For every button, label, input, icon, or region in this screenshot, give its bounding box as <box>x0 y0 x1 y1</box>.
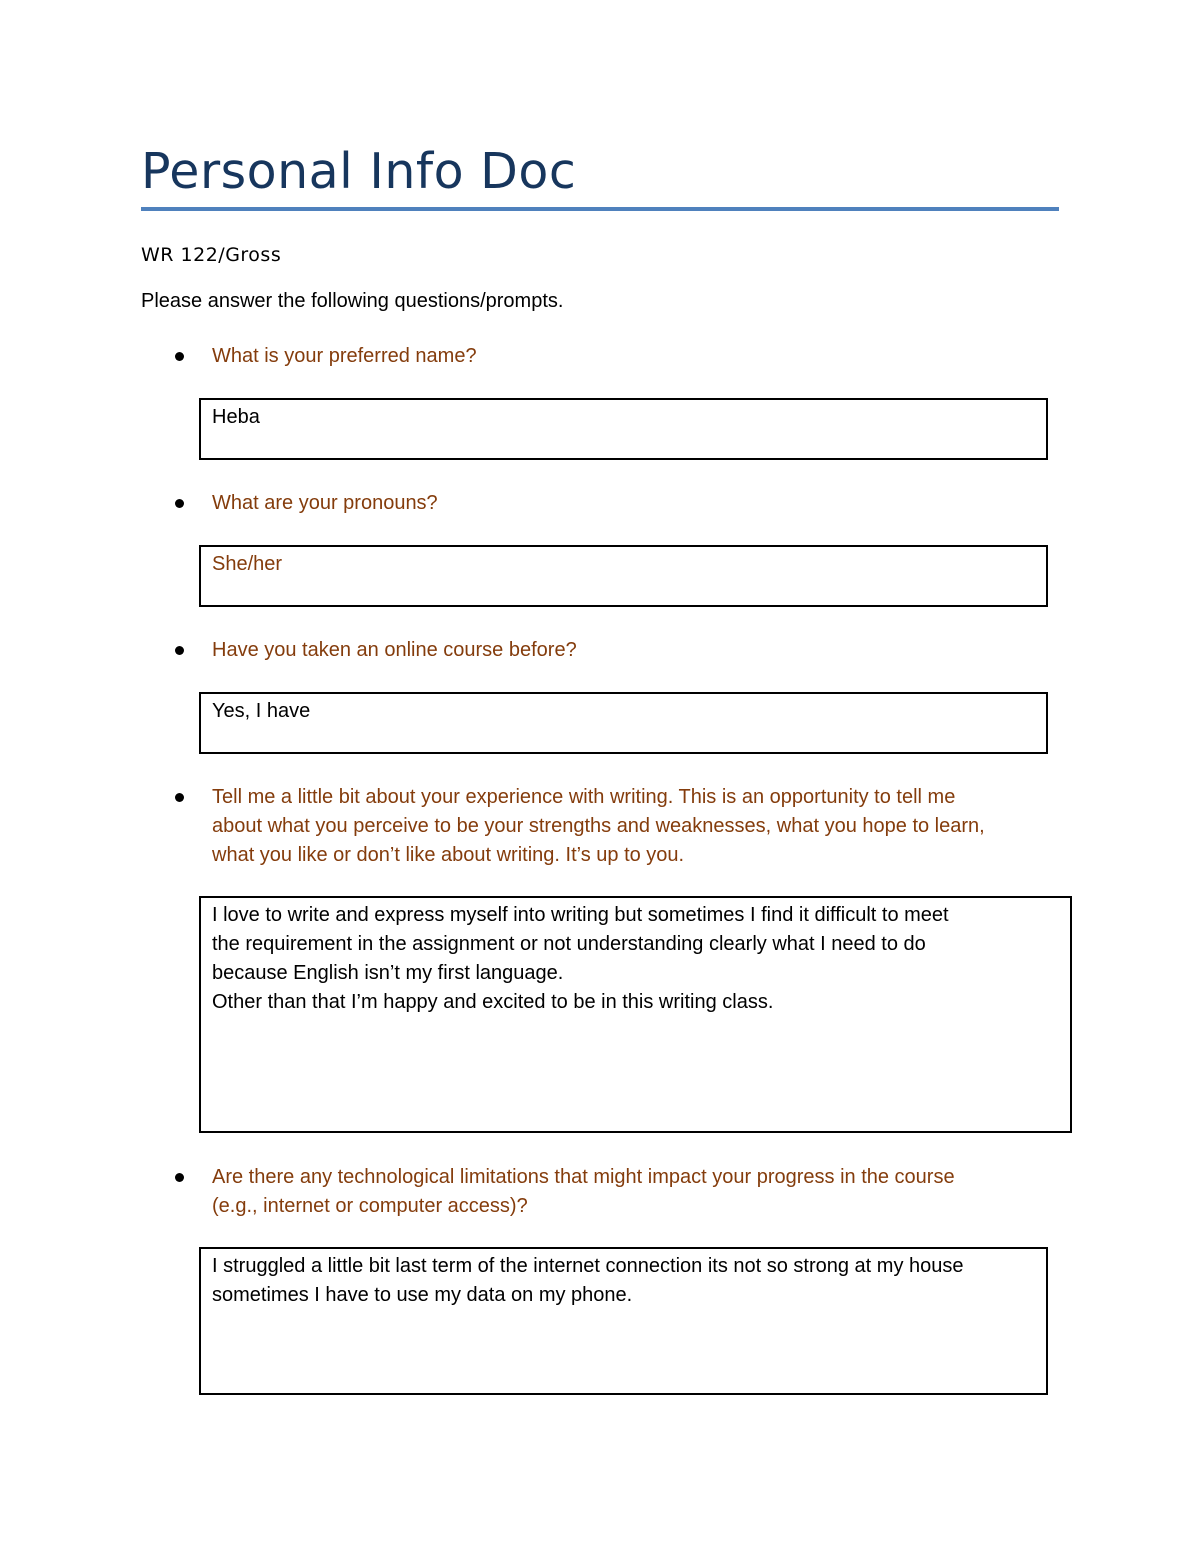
title-underline <box>141 207 1059 211</box>
answer-text: because English isn’t my first language. <box>212 962 564 984</box>
answer-text: the requirement in the assignment or not understanding clearly what I need to do <box>212 933 926 955</box>
question-preferred-name: What is your preferred name? <box>212 345 477 367</box>
bullet-icon <box>175 352 184 361</box>
question-line: (e.g., internet or computer access)? <box>212 1195 528 1217</box>
question-line: what you like or don’t like about writing. It’s up to you. <box>212 844 685 866</box>
answer-text: She/her <box>212 553 283 575</box>
document-title: Personal Info Doc <box>141 143 577 200</box>
answer-text: Yes, I have <box>212 700 311 722</box>
question-line: Tell me a little bit about your experience with writing. This is an opportunity to tell me <box>212 786 956 808</box>
bullet-icon <box>175 499 184 508</box>
answer-text: Other than that I’m happy and excited to be in this writing class. <box>212 991 774 1013</box>
answer-text: I love to write and express myself into writing but sometimes I find it difficult to meet <box>212 904 949 926</box>
question-line: about what you perceive to be your strengths and weaknesses, what you hope to learn, <box>212 815 985 837</box>
answer-field-tech-limitations[interactable] <box>199 1247 1048 1395</box>
answer-text: Heba <box>212 406 260 428</box>
answer-field-writing-experience[interactable] <box>199 896 1072 1133</box>
question-tech-limitations <box>212 1163 955 1221</box>
answer-field-pronouns[interactable] <box>199 545 1048 607</box>
bullet-icon <box>175 793 184 802</box>
course-label: WR 122/Gross <box>141 244 282 266</box>
answer-text: I struggled a little bit last term of the internet connection its not so strong at my house <box>212 1255 964 1277</box>
question-line: Are there any technological limitations that might impact your progress in the course <box>212 1166 955 1188</box>
question-online-course: Have you taken an online course before? <box>212 639 577 661</box>
answer-field-preferred-name[interactable] <box>199 398 1048 460</box>
answer-text: sometimes I have to use my data on my phone. <box>212 1284 633 1306</box>
instructions-text: Please answer the following questions/prompts. <box>141 290 564 312</box>
question-pronouns: What are your pronouns? <box>212 492 438 514</box>
question-writing-experience <box>212 783 985 870</box>
bullet-icon <box>175 1173 184 1182</box>
bullet-icon <box>175 646 184 655</box>
answer-field-online-course[interactable] <box>199 692 1048 754</box>
